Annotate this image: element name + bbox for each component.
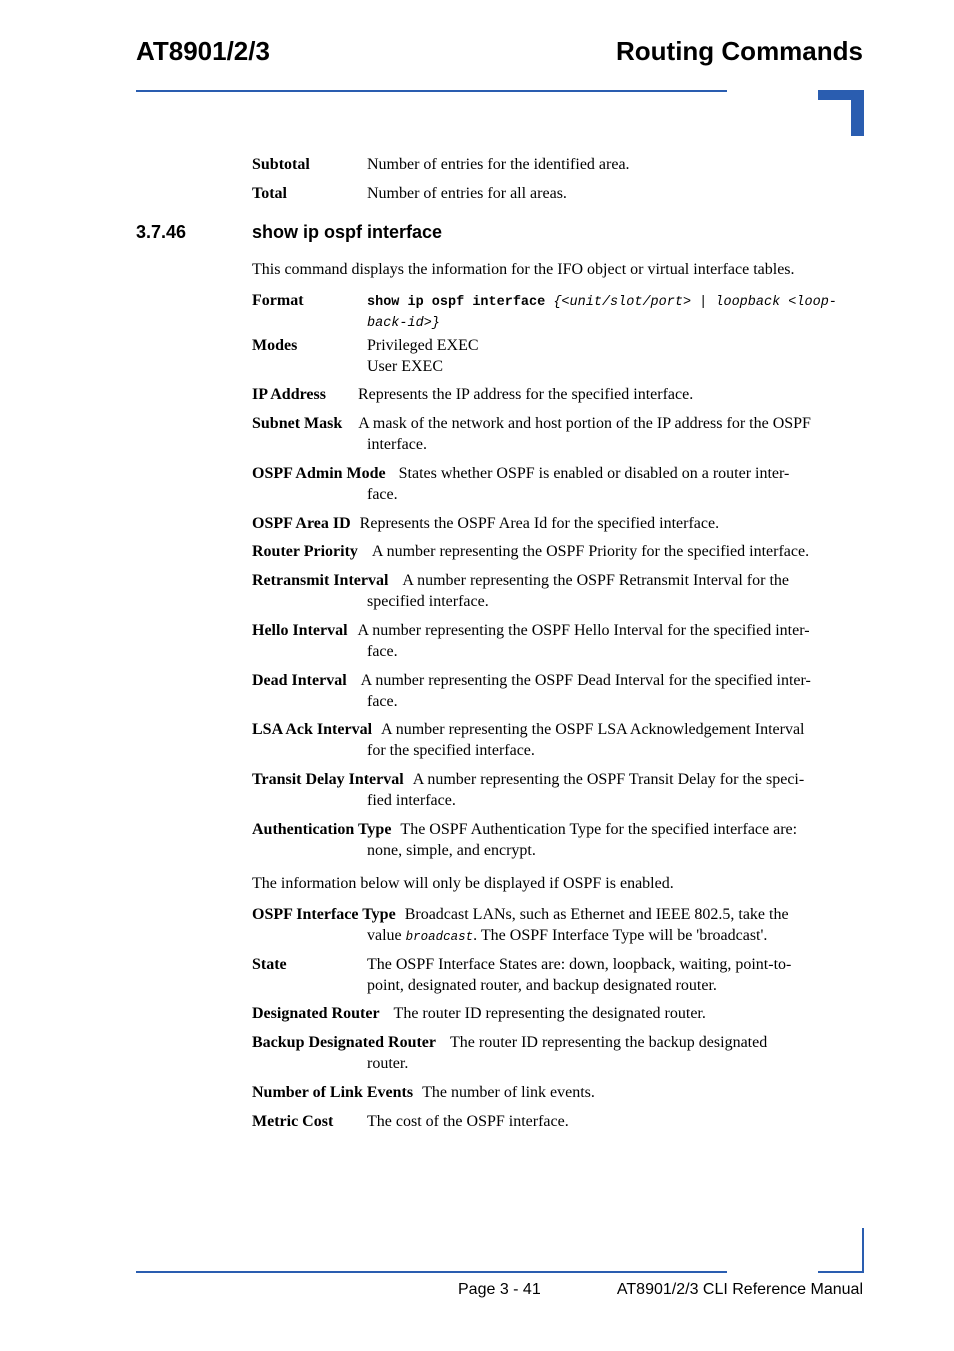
def-term: Number of Link Events <box>252 1084 414 1101</box>
def-term: Authentication Type <box>252 821 392 838</box>
def-term: Modes <box>252 337 298 354</box>
def-term: OSPF Admin Mode <box>252 465 386 482</box>
header-chapter: Routing Commands <box>616 36 863 66</box>
footer-corner-mark <box>818 1271 864 1273</box>
def-desc-cont: face. <box>367 693 398 710</box>
mode-privileged: Privileged EXEC <box>367 337 479 354</box>
def-desc: The OSPF Authentication Type for the specified interface are: <box>400 821 798 838</box>
def-desc: A number representing the OSPF Retransmit Interval for the <box>402 572 790 589</box>
def-desc-cont: fied interface. <box>367 792 456 809</box>
def-term: Total <box>252 185 287 202</box>
def-desc: Number of entries for the identified area. <box>367 156 630 173</box>
def-subtotal <box>252 154 864 175</box>
def-desc: The cost of the OSPF interface. <box>367 1113 569 1130</box>
def-term: Metric Cost <box>252 1113 334 1130</box>
def-term: Hello Interval <box>252 622 348 639</box>
def-desc-cont: interface. <box>367 436 427 453</box>
command-args-rest: <loop- <box>780 295 837 310</box>
def-ospf-area-id <box>252 513 864 534</box>
def-subnet-mask <box>252 413 864 455</box>
def-term: Transit Delay Interval <box>252 771 404 788</box>
def-term: OSPF Interface Type <box>252 906 396 923</box>
def-desc: The router ID representing the designated router. <box>393 1005 706 1022</box>
def-desc: A number representing the OSPF Dead Interval for the specified inter- <box>360 672 811 689</box>
def-modes <box>252 335 864 377</box>
code-broadcast: broadcast <box>405 930 474 944</box>
def-desc: A mask of the network and host portion of the IP address for the OSPF <box>358 415 811 432</box>
def-desc: Broadcast LANs, such as Ethernet and IEEE 802.5, take the <box>404 906 789 923</box>
command-args-loopback: loopback <box>715 295 781 310</box>
footer-corner-mark-vertical <box>862 1228 864 1273</box>
def-ip-address <box>252 384 864 405</box>
def-desc: A number representing the OSPF Hello Interval for the specified inter- <box>357 622 810 639</box>
def-term: OSPF Area ID <box>252 515 351 532</box>
def-backup-designated-router <box>252 1032 864 1074</box>
def-number-of-link-events <box>252 1082 864 1103</box>
def-ospf-interface-type <box>252 904 864 948</box>
def-dead-interval <box>252 670 864 712</box>
def-lsa-ack-interval <box>252 719 864 761</box>
def-desc: Number of entries for all areas. <box>367 185 567 202</box>
section-number: 3.7.46 <box>136 222 187 242</box>
def-term: State <box>252 956 287 973</box>
def-desc-cont: face. <box>367 486 398 503</box>
def-authentication-type <box>252 819 864 861</box>
command-syntax: show ip ospf interface <box>367 295 546 310</box>
def-state <box>252 954 864 996</box>
footer-page-number: Page 3 - 41 <box>458 1281 541 1298</box>
footer-rule <box>136 1271 727 1273</box>
def-term: LSA Ack Interval <box>252 721 373 738</box>
def-term: IP Address <box>252 386 326 403</box>
def-desc-cont: value <box>367 927 406 944</box>
def-desc: A number representing the OSPF LSA Acknowledgement Interval <box>381 721 805 738</box>
mode-user: User EXEC <box>367 358 443 375</box>
def-term: Backup Designated Router <box>252 1034 437 1051</box>
info-note: The information below will only be displayed if OSPF is enabled. <box>252 875 674 892</box>
def-term: Format <box>252 292 304 309</box>
def-desc-cont: point, designated router, and backup designated router. <box>367 977 717 994</box>
footer-manual-title: AT8901/2/3 CLI Reference Manual <box>616 1281 863 1298</box>
header-rule <box>136 90 727 92</box>
def-term: Router Priority <box>252 543 358 560</box>
def-desc: The router ID representing the backup designated <box>450 1034 768 1051</box>
command-args-cont: back-id>} <box>367 316 440 331</box>
def-desc: A number representing the OSPF Transit Delay for the speci- <box>412 771 805 788</box>
def-desc-cont: face. <box>367 643 398 660</box>
def-term: Subtotal <box>252 156 310 173</box>
header-corner-mark-vertical <box>851 90 864 136</box>
def-desc: Represents the IP address for the specified interface. <box>357 386 694 403</box>
def-term: Retransmit Interval <box>252 572 389 589</box>
def-desc-cont-rest: . The OSPF Interface Type will be 'broadcast'. <box>473 927 768 944</box>
def-term: Dead Interval <box>252 672 347 689</box>
def-desc: Represents the OSPF Area Id for the specified interface. <box>359 515 720 532</box>
def-desc-cont: router. <box>367 1055 409 1072</box>
def-metric-cost <box>252 1111 864 1132</box>
header-product: AT8901/2/3 <box>136 36 270 66</box>
def-ospf-admin-mode <box>252 463 864 505</box>
def-retransmit-interval <box>252 570 864 612</box>
section-title: show ip ospf interface <box>252 222 443 242</box>
def-desc-cont: none, simple, and encrypt. <box>367 842 536 859</box>
def-format <box>252 290 864 333</box>
def-term: Designated Router <box>252 1005 380 1022</box>
def-desc-cont: for the specified interface. <box>367 742 535 759</box>
def-term: Subnet Mask <box>252 415 343 432</box>
section-intro: This command displays the information for the IFO object or virtual interface tables. <box>252 261 795 278</box>
def-transit-delay-interval <box>252 769 864 811</box>
def-desc: The OSPF Interface States are: down, loopback, waiting, point-to- <box>367 956 792 973</box>
def-desc: A number representing the OSPF Priority for the specified interface. <box>371 543 810 560</box>
def-total <box>252 183 864 204</box>
def-designated-router <box>252 1003 864 1024</box>
command-args: {<unit/slot/port> | <box>545 295 716 310</box>
def-desc: The number of link events. <box>422 1084 595 1101</box>
def-desc: States whether OSPF is enabled or disabled on a router inter- <box>398 465 790 482</box>
def-router-priority <box>252 541 864 562</box>
def-hello-interval <box>252 620 864 662</box>
def-desc-cont: specified interface. <box>367 593 489 610</box>
